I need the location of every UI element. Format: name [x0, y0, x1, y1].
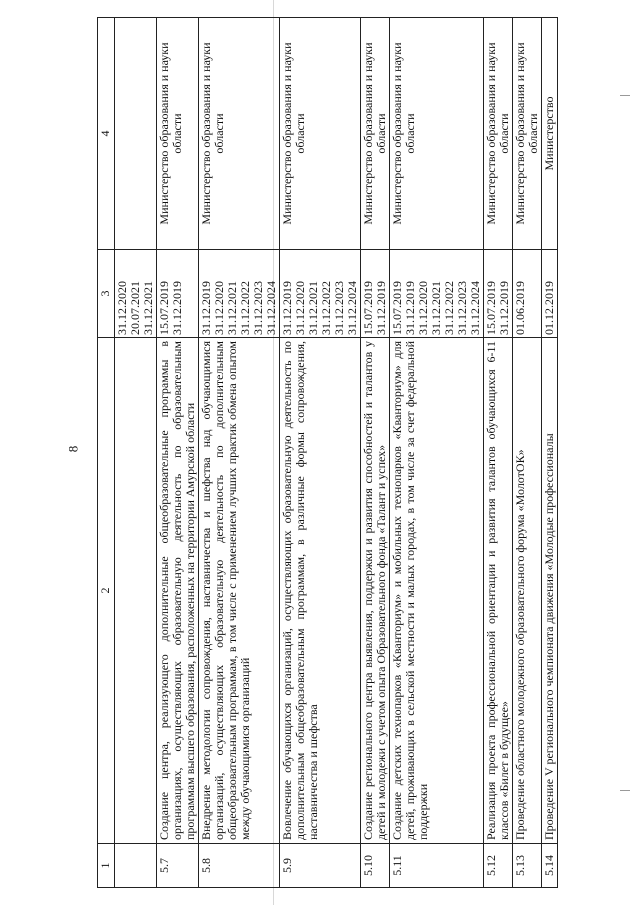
- deadline-date: 31.12.2024: [468, 281, 482, 335]
- table-row: [513, 18, 542, 888]
- deadline-date: 31.12.2019: [497, 281, 511, 335]
- item-responsible: Министерство образования и науки области: [157, 18, 199, 250]
- deadline-date: 31.12.2023: [251, 281, 265, 335]
- binding-mark: [620, 790, 630, 791]
- deadline-date: 01.06.2019: [513, 281, 527, 335]
- item-responsible: Министерство образования и науки области: [390, 18, 484, 250]
- deadline-date: 31.12.2021: [141, 281, 155, 335]
- table-row: [361, 18, 390, 888]
- item-responsible: Министерство образования и науки области: [199, 18, 280, 250]
- deadline-date: 31.12.2020: [212, 281, 226, 335]
- deadline-date: 20.07.2021: [128, 281, 142, 335]
- item-deadlines: [390, 250, 484, 338]
- binding-mark: [620, 95, 630, 96]
- item-description: Создание центра, реализующего дополнительные общеобразовательные программы в организациях, осуществляющих образовательную деятельность по образовательным программам высшего образования, расположенных на территории Амурской области: [157, 338, 199, 844]
- header-cell-2: 2: [98, 338, 115, 844]
- item-description: [115, 338, 157, 844]
- item-number: [115, 844, 157, 888]
- deadline-date: 31.12.2019: [170, 281, 184, 335]
- deadline-date: 15.07.2019: [484, 281, 498, 335]
- table-row: [157, 18, 199, 888]
- item-description: Создание детских технопарков «Кванториум» и мобильных технопарков «Кванториум» для детей, проживающих в сельской местности и малых городах, в том числе за счет федеральной поддержки: [390, 338, 484, 844]
- deadline-date: 31.12.2019: [199, 281, 213, 335]
- header-cell-1: 1: [98, 844, 115, 888]
- deadline-date: 31.12.2020: [115, 281, 129, 335]
- item-number: 5.9: [280, 844, 361, 888]
- deadline-date: 31.12.2019: [280, 281, 294, 335]
- deadline-date: 01.12.2019: [542, 281, 556, 335]
- item-deadlines: [199, 250, 280, 338]
- deadline-date: 15.07.2019: [390, 281, 404, 335]
- item-number: 5.14: [542, 844, 558, 888]
- item-description: Создание регионального центра выявления, поддержки и развития способностей и талантов у детей и молодежи с учетом опыта Образовательного фонда «Талант и успех»: [361, 338, 390, 844]
- item-number: 5.8: [199, 844, 280, 888]
- item-deadlines: [513, 250, 542, 338]
- table-row: [115, 18, 157, 888]
- item-number: 5.10: [361, 844, 390, 888]
- deadline-date: 31.12.2023: [332, 281, 346, 335]
- item-number: 5.7: [157, 844, 199, 888]
- deadline-date: 31.12.2022: [442, 281, 456, 335]
- item-responsible: Министерство: [542, 18, 558, 250]
- item-deadlines: [280, 250, 361, 338]
- table-row: [199, 18, 280, 888]
- deadline-date: 31.12.2019: [403, 281, 417, 335]
- deadline-date: 31.12.2024: [264, 281, 278, 335]
- item-description: Реализация проекта профессиональной ориентации и развития талантов обучающихся 6-11 классов «Билет в будущее»: [484, 338, 513, 844]
- deadline-date: 31.12.2020: [416, 281, 430, 335]
- table-row: [390, 18, 484, 888]
- deadline-date: 31.12.2022: [238, 281, 252, 335]
- item-deadlines: [542, 250, 558, 338]
- table-row: [280, 18, 361, 888]
- deadline-date: 31.12.2023: [455, 281, 469, 335]
- table-row: [484, 18, 513, 888]
- item-number: 5.12: [484, 844, 513, 888]
- item-description: Проведение областного молодежного образовательного форума «МолотОК»: [513, 338, 542, 844]
- item-deadlines: [484, 250, 513, 338]
- deadline-date: 31.12.2020: [293, 281, 307, 335]
- table-row: [542, 18, 558, 888]
- item-description: Проведение V регионального чемпионата движения «Молодые профессионалы: [542, 338, 558, 844]
- item-deadlines: [115, 250, 157, 338]
- page-number: 8: [65, 445, 81, 453]
- item-responsible: Министерство образования и науки области: [361, 18, 390, 250]
- item-responsible: Министерство образования и науки области: [513, 18, 542, 250]
- deadline-date: 31.12.2019: [374, 281, 388, 335]
- item-description: Внедрение методологии сопровождения, наставничества и шефства над обучающимися организаций, осуществляющих образовательную деятельность по дополнительным общеобразовательным программам, в том числе с применением лучших практик обмена опытом между обучающимися организаций: [199, 338, 280, 844]
- item-description: Вовлечение обучающихся организаций, осуществляющих образовательную деятельность по дополнительным общеобразовательным программам, в различные формы сопровождения, наставничества и шефства: [280, 338, 361, 844]
- item-deadlines: [361, 250, 390, 338]
- measures-table: [97, 18, 608, 888]
- item-number: 5.11: [390, 844, 484, 888]
- table-header-row: [98, 18, 115, 888]
- item-responsible: [115, 18, 157, 250]
- deadline-date: 15.07.2019: [157, 281, 171, 335]
- item-deadlines: [157, 250, 199, 338]
- item-number: 5.13: [513, 844, 542, 888]
- item-responsible: Министерство образования и науки области: [280, 18, 361, 250]
- deadline-date: 31.12.2021: [306, 281, 320, 335]
- deadline-date: 31.12.2021: [429, 281, 443, 335]
- header-cell-4: 4: [98, 18, 115, 250]
- header-cell-3: 3: [98, 250, 115, 338]
- deadline-date: 31.12.2022: [319, 281, 333, 335]
- deadline-date: 31.12.2021: [225, 281, 239, 335]
- item-responsible: Министерство образования и науки области: [484, 18, 513, 250]
- deadline-date: 15.07.2019: [361, 281, 375, 335]
- deadline-date: 31.12.2024: [345, 281, 359, 335]
